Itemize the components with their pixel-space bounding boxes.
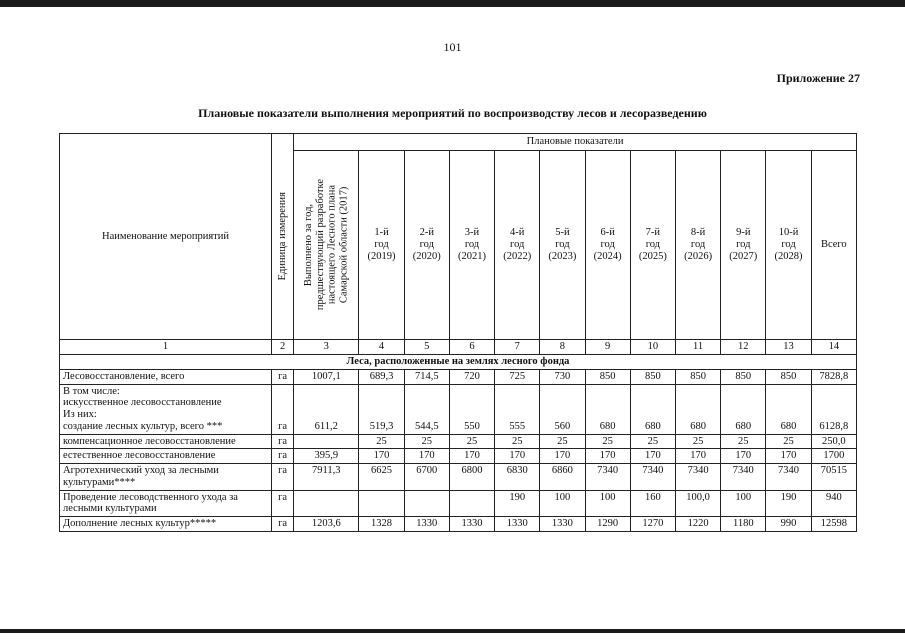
table-row	[60, 449, 857, 464]
row-value: 170	[359, 449, 404, 464]
header-row-top	[60, 134, 857, 151]
row-name: компенсационное лесовосстановление	[60, 434, 272, 449]
row-value: 1290	[585, 517, 630, 532]
row-value: 680	[675, 384, 720, 434]
row-value: 170	[495, 449, 540, 464]
row-unit: га	[272, 464, 294, 491]
row-value: 25	[540, 434, 585, 449]
header-year: 3-й год (2021)	[449, 151, 494, 340]
row-unit: га	[272, 369, 294, 384]
header-year: 5-й год (2023)	[540, 151, 585, 340]
row-total: 6128,8	[811, 384, 856, 434]
row-done: 611,2	[294, 384, 359, 434]
section-title: Леса, расположенные на землях лесного фонда	[60, 355, 857, 370]
header-year: 1-й год (2019)	[359, 151, 404, 340]
row-value: 7340	[585, 464, 630, 491]
row-unit: га	[272, 490, 294, 517]
row-value: 850	[766, 369, 811, 384]
row-value: 720	[449, 369, 494, 384]
row-value	[449, 490, 494, 517]
row-value: 689,3	[359, 369, 404, 384]
row-name: Дополнение лесных культур*****	[60, 517, 272, 532]
row-value: 1220	[675, 517, 720, 532]
row-value: 850	[585, 369, 630, 384]
row-done: 1007,1	[294, 369, 359, 384]
header-year: 6-й год (2024)	[585, 151, 630, 340]
row-value: 1180	[721, 517, 766, 532]
row-value: 1330	[404, 517, 449, 532]
row-name: Агротехнический уход за лесными культурами****	[60, 464, 272, 491]
row-value: 1270	[630, 517, 675, 532]
row-value: 100	[721, 490, 766, 517]
row-value: 680	[585, 384, 630, 434]
header-total: Всего	[811, 151, 856, 340]
row-value: 25	[721, 434, 766, 449]
column-number: 10	[630, 340, 675, 355]
row-done	[294, 490, 359, 517]
row-value: 170	[540, 449, 585, 464]
header-done	[294, 151, 359, 340]
column-number: 13	[766, 340, 811, 355]
row-total: 1700	[811, 449, 856, 464]
column-number: 12	[721, 340, 766, 355]
column-number: 7	[495, 340, 540, 355]
table-row	[60, 490, 857, 517]
row-value: 6830	[495, 464, 540, 491]
row-value: 560	[540, 384, 585, 434]
table-row	[60, 384, 857, 434]
row-value: 7340	[721, 464, 766, 491]
column-number: 6	[449, 340, 494, 355]
row-value: 1330	[495, 517, 540, 532]
row-value: 7340	[675, 464, 720, 491]
table-row	[60, 464, 857, 491]
column-number: 2	[272, 340, 294, 355]
row-value: 6700	[404, 464, 449, 491]
row-value: 170	[675, 449, 720, 464]
header-year: 7-й год (2025)	[630, 151, 675, 340]
row-value: 190	[495, 490, 540, 517]
row-value: 100	[585, 490, 630, 517]
row-value: 680	[766, 384, 811, 434]
column-number: 5	[404, 340, 449, 355]
header-year: 8-й год (2026)	[675, 151, 720, 340]
row-value: 850	[721, 369, 766, 384]
row-done: 7911,3	[294, 464, 359, 491]
column-number: 3	[294, 340, 359, 355]
column-number: 8	[540, 340, 585, 355]
row-value: 550	[449, 384, 494, 434]
header-done-text: Выполнено за год, предшествующий разработке настоящего Лесного плана Самарской области (2017)	[302, 179, 350, 311]
row-value: 25	[766, 434, 811, 449]
row-value: 850	[675, 369, 720, 384]
row-value: 170	[630, 449, 675, 464]
row-name: естественное лесовосстановление	[60, 449, 272, 464]
row-value: 680	[630, 384, 675, 434]
column-number-row	[60, 340, 857, 355]
plan-table	[59, 133, 857, 532]
row-value	[359, 490, 404, 517]
row-name: Лесовосстановление, всего	[60, 369, 272, 384]
row-name: В том числе: искусственное лесовосстановление Из них: создание лесных культур, всего ***	[60, 384, 272, 434]
appendix-label: Приложение 27	[776, 71, 860, 85]
row-value: 7340	[766, 464, 811, 491]
row-value: 1328	[359, 517, 404, 532]
row-value: 170	[721, 449, 766, 464]
row-unit: га	[272, 434, 294, 449]
row-unit: га	[272, 449, 294, 464]
row-value: 6800	[449, 464, 494, 491]
row-value: 7340	[630, 464, 675, 491]
header-year: 2-й год (2020)	[404, 151, 449, 340]
row-value: 170	[404, 449, 449, 464]
row-value: 170	[766, 449, 811, 464]
row-value: 25	[404, 434, 449, 449]
row-value: 25	[630, 434, 675, 449]
page-number: 101	[443, 40, 462, 54]
row-value: 6625	[359, 464, 404, 491]
document-title: Плановые показатели выполнения мероприятий по воспроизводству лесов и лесоразведению	[198, 106, 707, 120]
row-value: 714,5	[404, 369, 449, 384]
row-value: 1330	[540, 517, 585, 532]
column-number: 11	[675, 340, 720, 355]
row-value: 555	[495, 384, 540, 434]
row-done: 1203,6	[294, 517, 359, 532]
row-value: 1330	[449, 517, 494, 532]
column-number: 9	[585, 340, 630, 355]
header-year: 10-й год (2028)	[766, 151, 811, 340]
row-unit: га	[272, 384, 294, 434]
row-total: 7828,8	[811, 369, 856, 384]
row-value: 100	[540, 490, 585, 517]
row-value: 25	[675, 434, 720, 449]
row-value: 160	[630, 490, 675, 517]
column-number: 4	[359, 340, 404, 355]
row-name: Проведение лесоводственного ухода за лесными культурами	[60, 490, 272, 517]
row-value: 170	[585, 449, 630, 464]
column-number: 1	[60, 340, 272, 355]
row-value: 725	[495, 369, 540, 384]
header-planned-group: Плановые показатели	[294, 134, 857, 151]
top-scan-border	[0, 0, 905, 7]
column-number: 14	[811, 340, 856, 355]
row-value: 990	[766, 517, 811, 532]
header-unit	[272, 134, 294, 340]
row-value: 170	[449, 449, 494, 464]
header-year: 4-й год (2022)	[495, 151, 540, 340]
row-total: 940	[811, 490, 856, 517]
table-row	[60, 369, 857, 384]
row-value: 190	[766, 490, 811, 517]
row-value: 25	[495, 434, 540, 449]
bottom-scan-border	[0, 629, 905, 633]
row-value: 25	[359, 434, 404, 449]
row-value: 850	[630, 369, 675, 384]
table-row	[60, 517, 857, 532]
header-name: Наименование мероприятий	[60, 134, 272, 340]
header-unit-text: Единица измерения	[276, 192, 288, 281]
row-unit: га	[272, 517, 294, 532]
row-value: 25	[449, 434, 494, 449]
table-row	[60, 434, 857, 449]
row-total: 70515	[811, 464, 856, 491]
row-value: 730	[540, 369, 585, 384]
header-year: 9-й год (2027)	[721, 151, 766, 340]
row-value: 25	[585, 434, 630, 449]
row-value: 6860	[540, 464, 585, 491]
row-value: 519,3	[359, 384, 404, 434]
row-total: 250,0	[811, 434, 856, 449]
row-value: 680	[721, 384, 766, 434]
row-value: 100,0	[675, 490, 720, 517]
row-done	[294, 434, 359, 449]
section-row	[60, 355, 857, 370]
row-total: 12598	[811, 517, 856, 532]
row-value: 544,5	[404, 384, 449, 434]
row-done: 395,9	[294, 449, 359, 464]
row-value	[404, 490, 449, 517]
